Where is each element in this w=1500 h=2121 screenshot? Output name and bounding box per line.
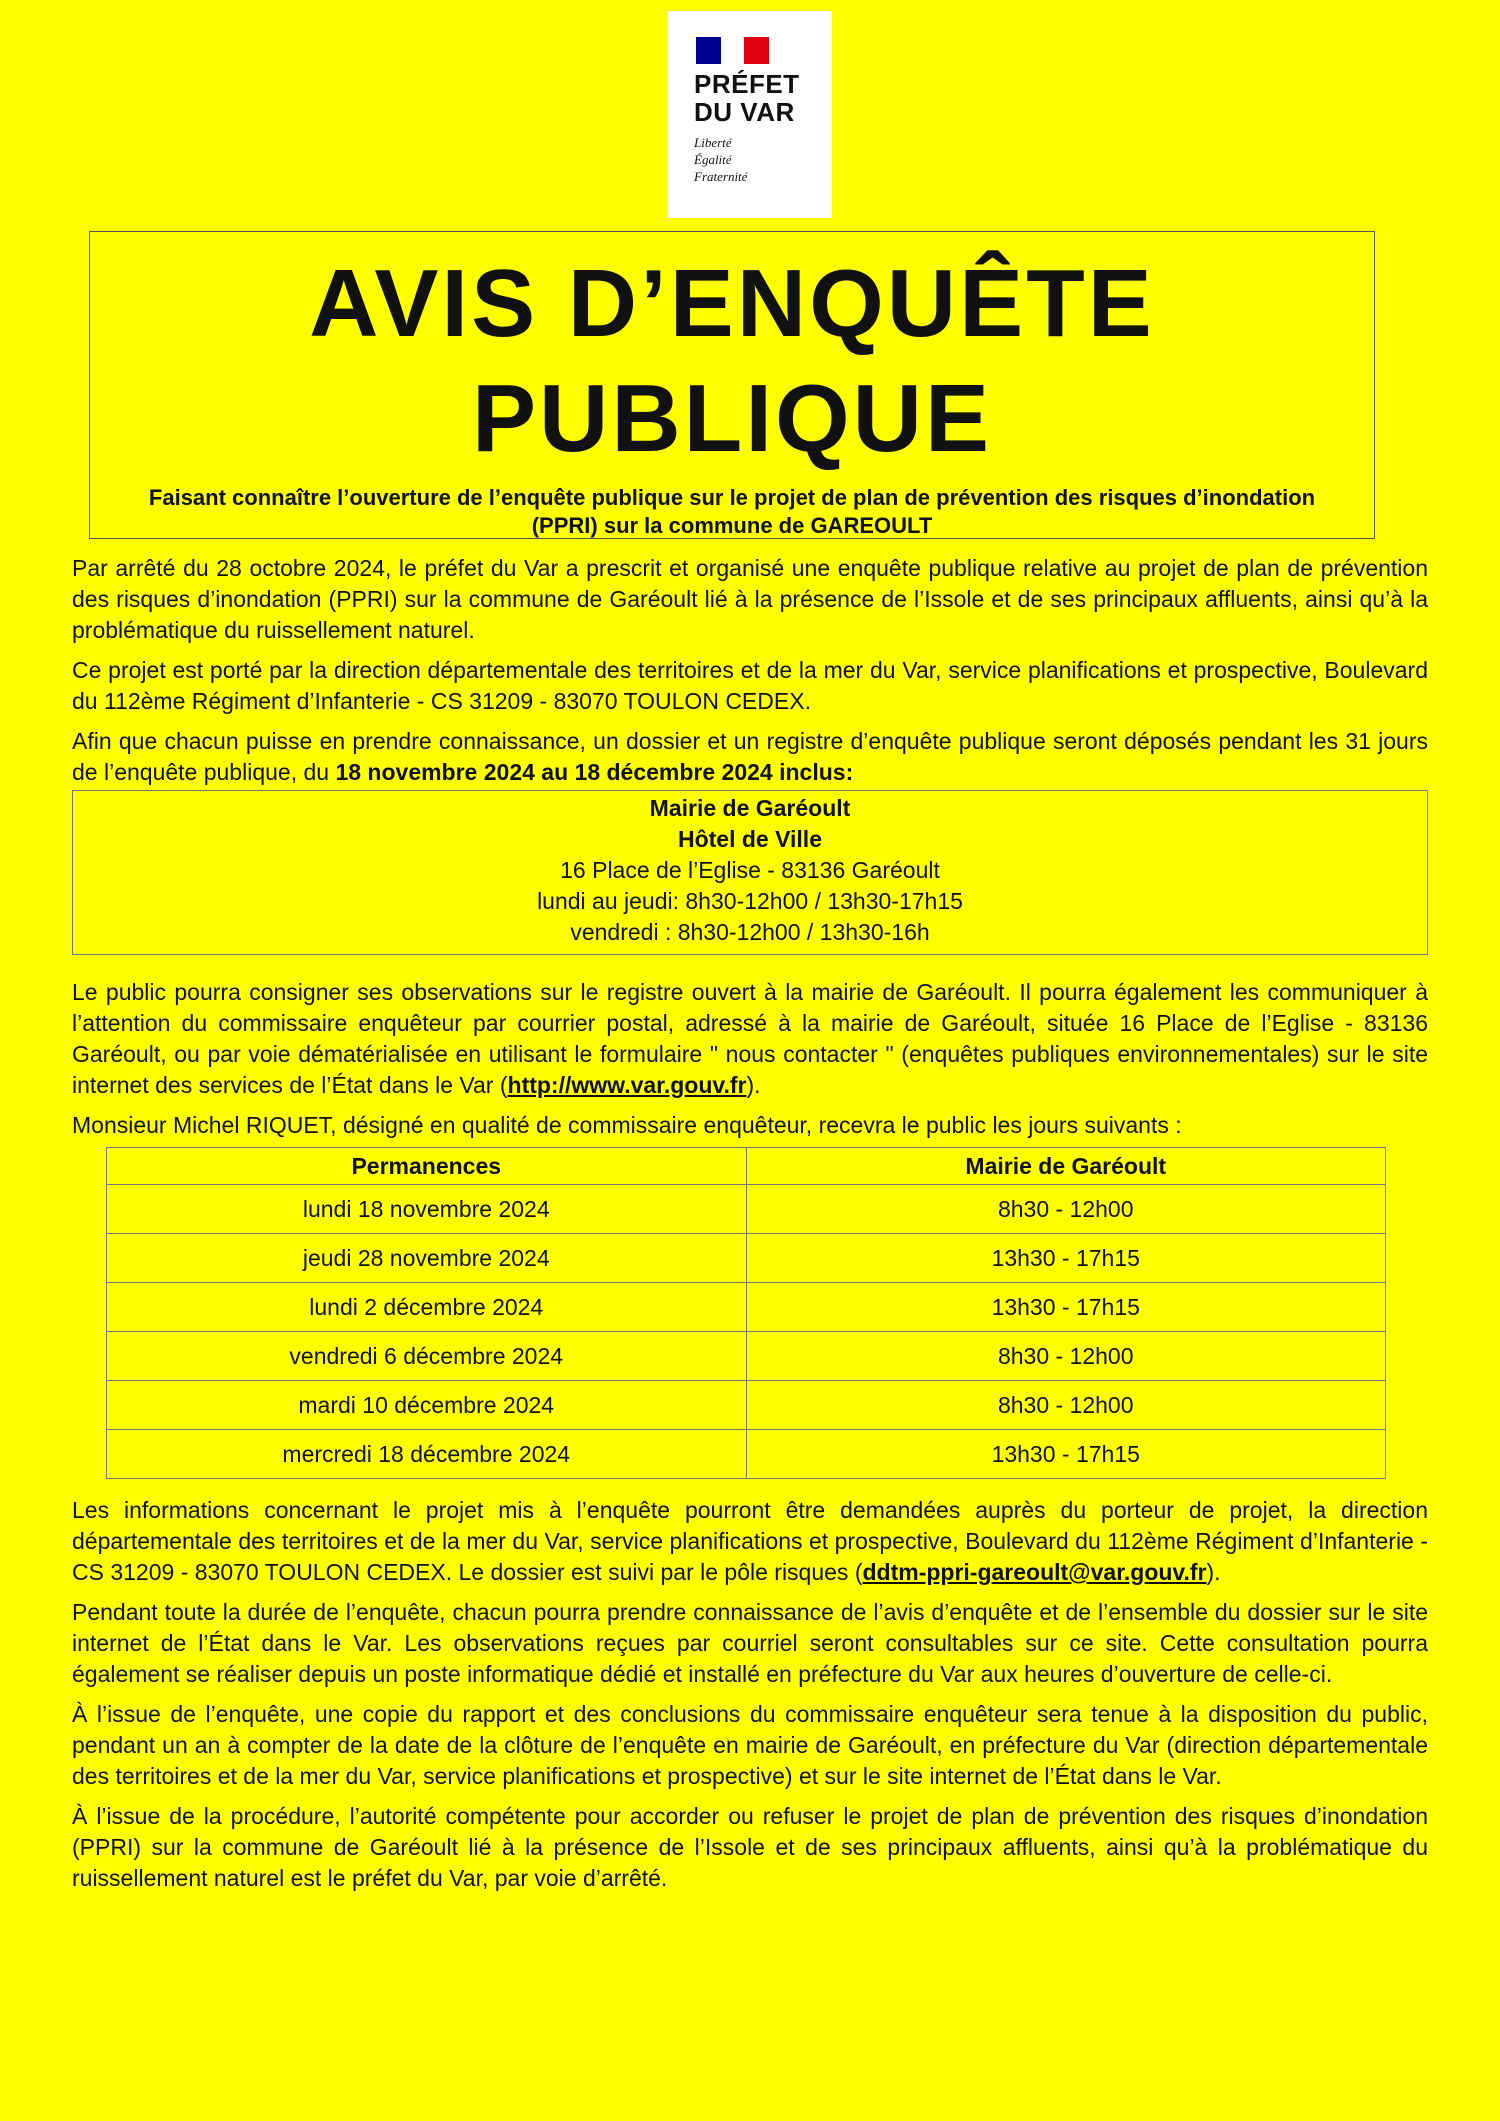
title-box [89,231,1375,539]
table-row [107,1381,1386,1430]
permanence-hours: 13h30 - 17h15 [746,1283,1386,1332]
table-row [107,1185,1386,1234]
notice-body [72,553,1428,1903]
paragraph-project-owner: Ce projet est porté par la direction départementale des territoires et de la mer du Var, service planifications et prospective, Boulevard du 112ème Régiment d’Infanterie - CS 31209 - 83070 TOULON CEDEX. [72,657,1428,714]
permanences-table [106,1147,1386,1479]
permanence-hours: 8h30 - 12h00 [746,1381,1386,1430]
ddtm-email-link[interactable]: ddtm-ppri-gareoult@var.gouv.fr [862,1559,1207,1585]
page-title [90,246,1374,476]
location-name: Mairie de Garéoult [649,795,851,821]
paragraph-dossier: Afin que chacun puisse en prendre connaissance, un dossier et un registre d’enquête publique seront déposés pendant les 31 jours de l’enquête publique, du 18 novembre 2024 au 18 décembre 2024 inclus: [72,728,1428,785]
paragraph-report: À l’issue de l’enquête, une copie du rapport et des conclusions du commissaire enquêteur sera tenue à la disposition du public, pendant un an à compter de la date de la clôture de l’enquête en mairie de Garéoult, en préfecture du Var (direction départementale des territoires et de la mer du Var, service planifications et prospective) et sur le site internet de l’État dans le Var. [72,1701,1428,1789]
paragraph-commissioner: Monsieur Michel RIQUET, désigné en qualité de commissaire enquêteur, recevra le public les jours suivants : [72,1112,1182,1138]
location-hours-friday: vendredi : 8h30-12h00 / 13h30-16h [570,919,930,945]
permanence-date: mercredi 18 décembre 2024 [107,1430,747,1479]
permanence-hours: 13h30 - 17h15 [746,1234,1386,1283]
column-header-mairie: Mairie de Garéoult [746,1148,1386,1185]
paragraph-consultation: Pendant toute la durée de l’enquête, chacun pourra prendre connaissance de l’avis d’enquête et de l’ensemble du dossier sur le site internet de l’État dans le Var. Les observations reçues par courriel seront consultables sur ce site. Cette consultation pourra également se réaliser depuis un poste informatique dédié et installé en préfecture du Var aux heures d’ouverture de celle-ci. [72,1599,1428,1687]
permanence-date: jeudi 28 novembre 2024 [107,1234,747,1283]
motto-fraternite: Fraternité [694,169,748,184]
inquiry-dates: 18 novembre 2024 au 18 décembre 2024 inclus [335,759,846,785]
table-row [107,1332,1386,1381]
french-flag-icon [696,37,769,64]
table-header-row [107,1148,1386,1185]
paragraph-procedure: À l’issue de la procédure, l’autorité compétente pour accorder ou refuser le projet de plan de prévention des risques d’inondation (PPRI) sur la commune de Garéoult lié à la présence de l’Issole et de ses principaux affluents, ainsi qu’à la problématique du ruissellement naturel est le préfet du Var, par voie d’arrêté. [72,1803,1428,1891]
table-row [107,1234,1386,1283]
logo-line-1: PRÉFET [694,69,800,99]
paragraph-observations: Le public pourra consigner ses observations sur le registre ouvert à la mairie de Garéoult. Il pourra également les communiquer à l’attention du commissaire enquêteur par courrier postal, adressé à la mairie de Garéoult, située 16 Place de l’Eglise - 83136 Garéoult, ou par voie dématérialisée en utilisant le formulaire " nous contacter " (enquêtes publiques environnementales) sur le site internet des services de l’État dans le Var (http://www.var.gouv.fr). [72,979,1428,1098]
var-gouv-link[interactable]: http://www.var.gouv.fr [507,1072,747,1098]
location-box [72,790,1428,955]
title-line-2: PUBLIQUE [471,365,993,472]
permanence-hours: 8h30 - 12h00 [746,1332,1386,1381]
permanence-date: lundi 2 décembre 2024 [107,1283,747,1332]
permanence-date: mardi 10 décembre 2024 [107,1381,747,1430]
location-hours-weekdays: lundi au jeudi: 8h30-12h00 / 13h30-17h15 [537,888,963,914]
column-header-permanences: Permanences [107,1148,747,1185]
paragraph-decree: Par arrêté du 28 octobre 2024, le préfet du Var a prescrit et organisé une enquête publique relative au projet de plan de prévention des risques d’inondation (PPRI) sur la commune de Garéoult lié à la présence de l’Issole et de ses principaux affluents, ainsi qu’à la problématique du ruissellement naturel. [72,555,1428,643]
logo-motto [694,134,832,185]
permanence-date: lundi 18 novembre 2024 [107,1185,747,1234]
location-address: 16 Place de l’Eglise - 83136 Garéoult [560,857,940,883]
table-row [107,1283,1386,1332]
motto-egalite: Égalité [694,152,732,167]
location-building: Hôtel de Ville [677,826,822,852]
permanence-hours: 8h30 - 12h00 [746,1185,1386,1234]
logo-line-2: DU VAR [694,97,795,127]
prefet-du-var-logo [668,11,832,218]
page-subtitle: Faisant connaître l’ouverture de l’enquête publique sur le projet de plan de prévention des risques d’inondation (PPRI) sur la commune de GAREOULT [148,485,1316,538]
motto-liberte: Liberté [694,135,732,150]
permanence-hours: 13h30 - 17h15 [746,1430,1386,1479]
permanence-date: vendredi 6 décembre 2024 [107,1332,747,1381]
paragraph-information: Les informations concernant le projet mis à l’enquête pourront être demandées auprès du porteur de projet, la direction départementale des territoires et de la mer du Var, service planifications et prospective, Boulevard du 112ème Régiment d’Infanterie - CS 31209 - 83070 TOULON CEDEX. Le dossier est suivi par le pôle risques (ddtm-ppri-gareoult@var.gouv.fr). [72,1497,1428,1585]
table-row [107,1430,1386,1479]
title-line-1: AVIS D’ENQUÊTE [309,250,1155,357]
